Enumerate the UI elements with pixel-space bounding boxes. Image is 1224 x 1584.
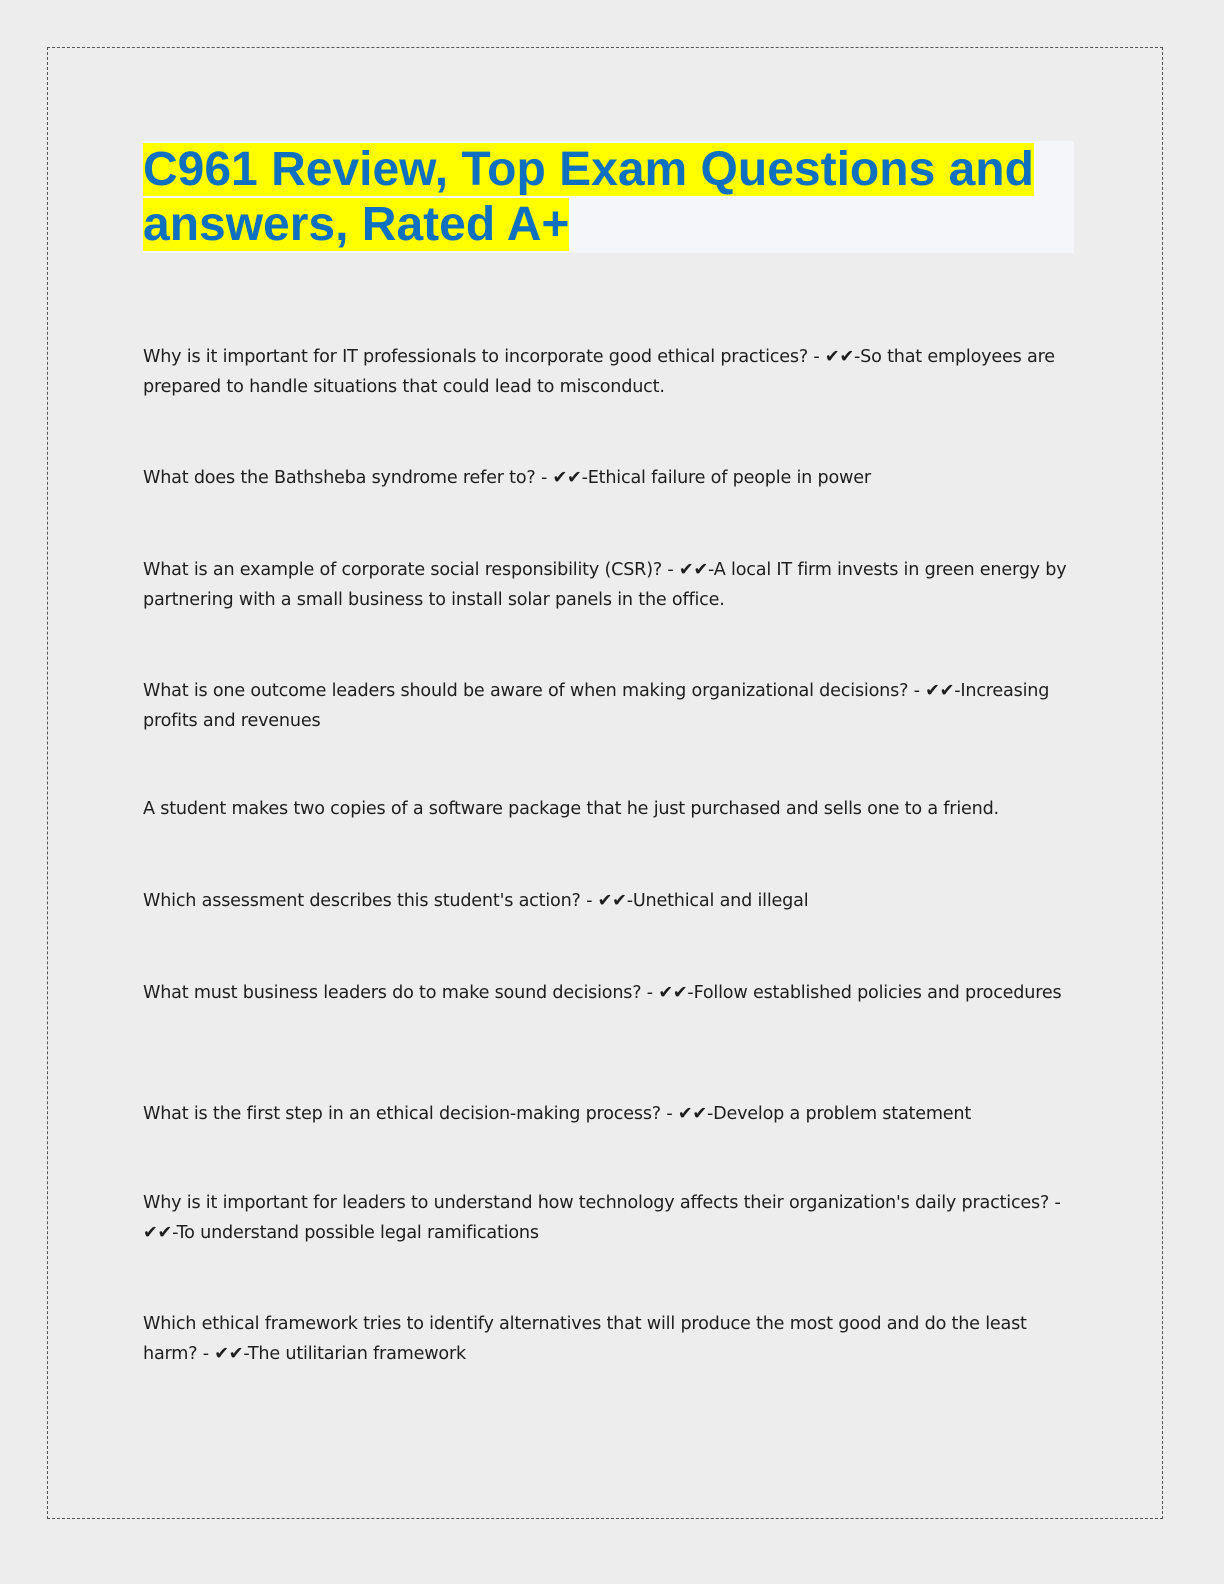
qa-item-6: Which assessment describes this student's action? - ✔✔-Unethical and illegal: [143, 891, 809, 911]
qa-item-9: Why is it important for leaders to understand how technology affects their organization's daily practices? - ✔✔-To understand possible legal ramifications: [143, 1193, 1061, 1243]
document-title-highlight: C961 Review, Top Exam Questions and answers, Rated A+: [143, 143, 1034, 251]
qa-item-1: Why is it important for IT professionals to incorporate good ethical practices? - ✔✔-So that employees are prepared to handle situations that could lead to misconduct.: [143, 347, 1055, 397]
qa-item-8: What is the first step in an ethical decision-making process? - ✔✔-Develop a problem statement: [143, 1104, 972, 1124]
title-block: [143, 141, 1074, 253]
qa-item-4: What is one outcome leaders should be aware of when making organizational decisions? - ✔✔-Increasing profits and revenues: [143, 681, 1050, 731]
qa-item-10: Which ethical framework tries to identify alternatives that will produce the most good and do the least harm? - ✔✔-The utilitarian framework: [143, 1314, 1027, 1364]
document-title: [143, 142, 1074, 252]
qa-item-3: What is an example of corporate social responsibility (CSR)? - ✔✔-A local IT firm invests in green energy by partnering with a small business to install solar panels in the office.: [143, 560, 1067, 610]
page-border: [47, 47, 1163, 1519]
qa-item-5: A student makes two copies of a software package that he just purchased and sells one to a friend.: [143, 799, 999, 819]
qa-item-7: What must business leaders do to make sound decisions? - ✔✔-Follow established policies and procedures: [143, 983, 1062, 1003]
qa-item-2: What does the Bathsheba syndrome refer to? - ✔✔-Ethical failure of people in power: [143, 468, 871, 488]
